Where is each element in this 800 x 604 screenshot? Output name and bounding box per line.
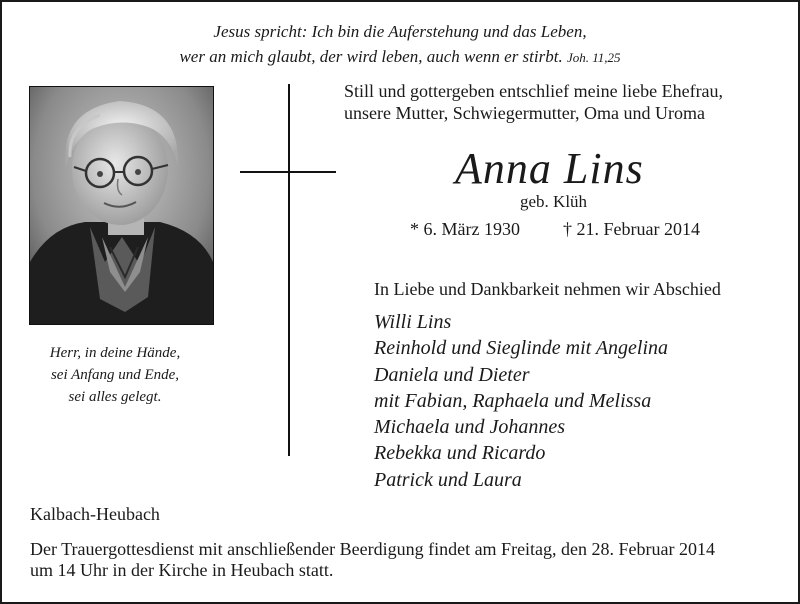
cross-horizontal	[240, 171, 336, 173]
farewell-text: In Liebe und Dankbarkeit nehmen wir Abschied	[374, 279, 721, 299]
mourner-line: Rebekka und Ricardo	[374, 442, 546, 465]
prayer-line-1: Herr, in deine Hände,	[49, 345, 181, 361]
prayer-line-2: sei Anfang und Ende,	[50, 367, 180, 383]
death-date: † 21. Februar 2014	[563, 219, 700, 239]
mourner-line: Michaela und Johannes	[374, 416, 566, 439]
mourner-line: Willi Lins	[374, 311, 452, 333]
mourner-line: mit Fabian, Raphaela und Melissa	[374, 389, 652, 412]
intro-line-2: unsere Mutter, Schwiegermutter, Oma und Uroma	[344, 103, 705, 123]
mourner-line: Patrick und Laura	[374, 468, 522, 491]
deceased-name: Anna Lins	[455, 144, 644, 193]
service-line-2: um 14 Uhr in der Kirche in Heubach statt.	[30, 560, 334, 580]
portrait-photo	[29, 86, 214, 325]
mourners-list	[374, 309, 668, 493]
verse-line-2	[0, 47, 800, 67]
prayer-verse	[15, 342, 215, 408]
service-line-1: Der Trauergottesdienst mit anschließender Beerdigung findet am Freitag, den 28. Februar 2014	[30, 539, 716, 559]
verse-line-1: Jesus spricht: Ich bin die Auferstehung und das Leben,	[213, 22, 587, 41]
service-notice	[30, 539, 715, 581]
verse-reference: Joh. 11,25	[566, 50, 621, 65]
maiden-name: geb. Klüh	[520, 192, 588, 211]
mourner-line: Daniela und Dieter	[374, 363, 530, 386]
place-name: Kalbach-Heubach	[30, 504, 160, 524]
verse-text: wer an mich glaubt, der wird leben, auch wenn er stirbt.	[179, 47, 563, 66]
mourner-line: Reinhold und Sieglinde mit Angelina	[374, 337, 669, 360]
prayer-line-3: sei alles gelegt.	[68, 389, 162, 405]
intro-line-1: Still und gottergeben entschlief meine liebe Ehefrau,	[344, 81, 724, 101]
portrait-photo-icon	[30, 87, 213, 324]
birth-date: * 6. März 1930	[410, 219, 520, 239]
cross-vertical	[288, 84, 290, 456]
